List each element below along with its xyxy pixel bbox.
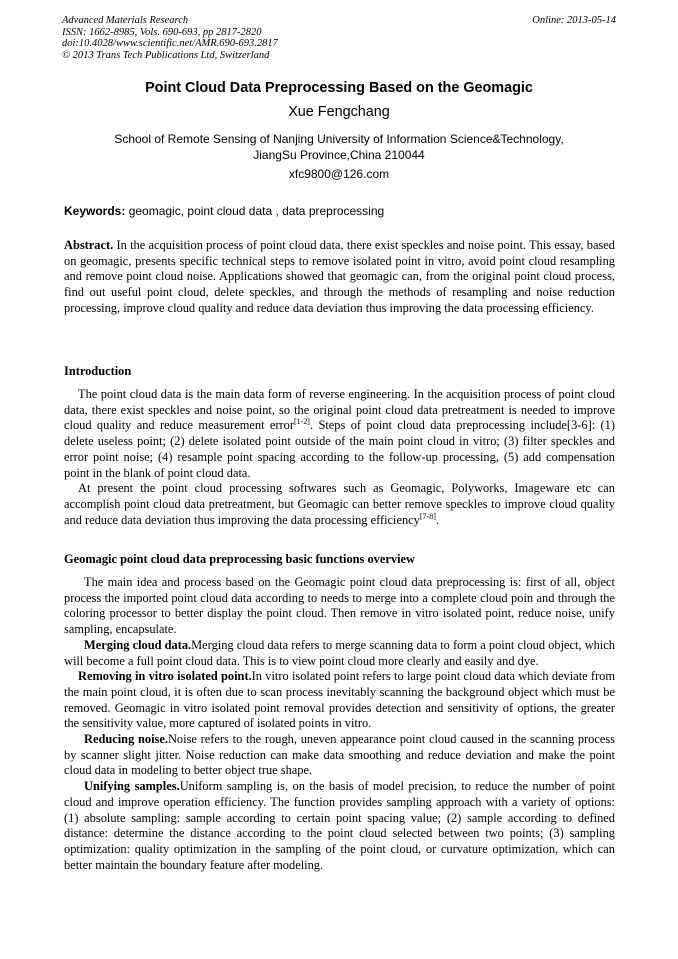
overview-heading: Geomagic point cloud data preprocessing basic functions overview (64, 552, 415, 566)
merging-label: Merging cloud data. (84, 637, 192, 652)
citation-7-8: [7-8] (419, 511, 436, 521)
introduction-heading: Introduction (64, 364, 132, 378)
introduction-body (64, 387, 615, 528)
sampling-label: Unifying samples. (84, 779, 180, 794)
isolated-paragraph: Removing in vitro isolated point.In vitro isolated point refers to large point cloud data which deviate from the main point cloud, it is often due to scan process inevitably scanning the background object which must be removed. Geomagic in vitro isolated point removal provides detection and sensitivity of options, the greater the sensitivity value, more captured of isolated points in vitro. (64, 669, 616, 731)
abstract-label: Abstract. (64, 238, 114, 252)
isolated-label: Removing in vitro isolated point. (78, 669, 252, 684)
overview-paragraph-1: The main idea and process based on the Geomagic point cloud data preprocessing is: first of all, object process the imported point cloud data according to needs to merge into a complete cloud poin and through the coloring processor to better display the point cloud. Then remove in vitro isolated point, reduce noise, unify sampling, encapsulate. (64, 575, 615, 637)
abstract-text: In the acquisition process of point cloud data, there exist speckles and noise point. This essay, based on geomagic, presents specific technical steps to remove isolated point in vitro, avoid point cloud resampling and remove point cloud noise. Applications showed that geomagic can, from the original point cloud process, find out useful point cloud, delete speckles, and through the methods of resampling and noise reduction processing, improve cloud quality and reduce data deviation thus improving the data processing efficiency. (64, 238, 615, 315)
noise-paragraph: Reducing noise.Noise refers to the rough, uneven appearance point cloud caused in the scanning process by scanner slight jitter. Noise reduction can make data smoothing and reduce deviation and make the point cloud data in modeling to better object true shape. (64, 732, 615, 778)
noise-label: Reducing noise. (84, 732, 168, 747)
online-date: Online: 2013-05-14 (532, 15, 616, 26)
citation-1-2: [1-2] (293, 417, 310, 427)
keywords-label: Keywords: (64, 204, 126, 218)
affiliation (0, 132, 678, 163)
paper-title: Point Cloud Data Preprocessing Based on the Geomagic (145, 80, 533, 96)
affiliation-line-1: School of Remote Sensing of Nanjing University of Information Science&Technology, (114, 132, 564, 146)
keywords-text: geomagic, point cloud data , data preprocessing (125, 204, 385, 218)
intro-paragraph-2: At present the point cloud processing softwares such as Geomagic, Polyworks, Imageware etc can accomplish point cloud data pretreatment, but Geomagic can better remove speckles to improve cloud quality and reduce data deviation thus improving the data processing efficiency[7-8]. (64, 481, 615, 527)
doi-line: doi:10.4028/www.scientific.net/AMR.690-693.2817 (62, 38, 278, 50)
author-email: xfc9800@126.com (288, 167, 390, 181)
author-name: Xue Fengchang (288, 104, 390, 120)
journal-name: Advanced Materials Research (62, 15, 189, 26)
affiliation-line-2: JiangSu Province,China 210044 (253, 147, 425, 162)
journal-header (62, 15, 616, 61)
overview-body (64, 575, 615, 873)
intro-paragraph-1: The point cloud data is the main data form of reverse engineering. In the acquisition process of point cloud data, there exist speckles and noise point, so the original point cloud data pretreatment is needed to improve cloud quality and reduce measurement error[1-2]. Steps of point cloud data preprocessing include[3-6]: (1) delete useless point; (2) delete isolated point outside of the main point cloud in vitro; (3) filter speckles and error point noise; (4) resample point spacing according to the follow-up processing, (5) add compensation point in the blank of point cloud data. (64, 387, 615, 480)
issn-line: ISSN: 1662-8985, Vols. 690-693, pp 2817-2820 (62, 26, 262, 38)
keywords (64, 204, 618, 218)
abstract (64, 238, 615, 317)
sampling-paragraph: Unifying samples.Uniform sampling is, on the basis of model precision, to reduce the number of point cloud and improve operation efficiency. The function provides sampling approach with a variety of options: (1) absolute sampling: sample according to certain point spacing value; (2) sample according to defined distance: determine the distance according to the point cloud selected between two points; (3) sampling optimization: quality optimization in the sampling of the point cloud, or curvature optimization, which can better maintain the boundary feature after modeling. (64, 779, 615, 872)
merging-paragraph: Merging cloud data.Merging cloud data refers to merge scanning data to form a point cloud object, which will become a full point cloud data. This is to view point cloud more clearly and easily and dye. (64, 637, 616, 668)
copyright-line: © 2013 Trans Tech Publications Ltd, Switzerland (62, 49, 270, 61)
